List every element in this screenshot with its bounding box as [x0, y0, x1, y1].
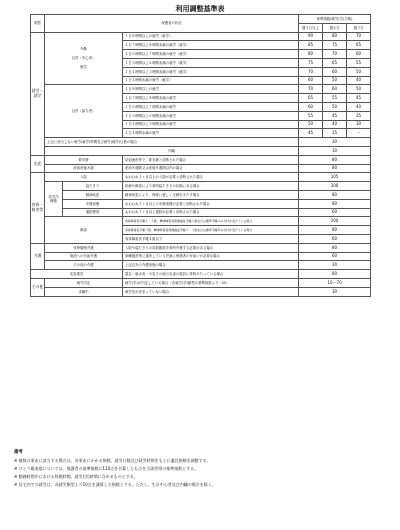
row-label: １日４時間未満の就労（就学）	[123, 76, 299, 85]
value-5: 55	[299, 111, 323, 120]
value-3: 65	[347, 41, 371, 50]
row-desc: おおむね１ヶ月以上の入院が必要と診断された場合	[123, 173, 299, 182]
value-3: 70	[347, 32, 371, 41]
value-4: 60	[323, 85, 347, 94]
table-row	[31, 146, 371, 155]
table-row	[31, 278, 371, 287]
row-label: １日７時間以上８時間未満の就労（就学）	[123, 41, 299, 50]
value-4: 40	[323, 120, 347, 129]
value-3: 50	[347, 85, 371, 94]
table-row	[31, 270, 371, 279]
criteria-table	[30, 14, 371, 297]
value-all: 80	[299, 155, 371, 164]
row-desc: 身体障害者手帳３級、精神障害者保健福祉手帳２・３級または療育手帳Ｂの交付を受けている場合	[123, 226, 299, 235]
header-situation: 保護者の状況	[45, 15, 299, 33]
header-row	[31, 15, 371, 24]
label-jitaku-chushin: 自営（中心者）	[71, 55, 96, 60]
value-all: 100	[299, 182, 371, 191]
value-all: 80	[299, 199, 371, 208]
row-desc: 身体障害者手帳４級以下	[123, 234, 299, 243]
value-5: 90	[299, 32, 323, 41]
value-4: 45	[323, 111, 347, 120]
value-3: 40	[347, 76, 371, 85]
label-gaikin: 外勤	[80, 46, 87, 51]
table-row	[31, 190, 371, 199]
row-label: 精神疾患	[63, 190, 123, 199]
value-all: 80	[299, 226, 371, 235]
header-days4: 週４日	[323, 23, 347, 32]
group-shussan: 出産	[31, 155, 45, 173]
row-label: １日６時間以上７時間未満の就労（就学）	[123, 50, 299, 59]
row-desc: 就労先が決まっていない場合	[123, 287, 299, 296]
row-desc: 訓練施設等に通所している児童に保護者の付添いが必要な場合	[123, 252, 299, 261]
group-shuro: 就労・就学	[31, 32, 45, 155]
note-line: ※ 複数の事由に該当する場合は、各事由にかかる指数、就労日数及び就労時間をもとに適宜指数を調整する。	[14, 458, 211, 463]
row-label: １日５時間以上６時間未満の就労	[123, 111, 299, 120]
table-row	[31, 85, 371, 94]
row-desc: 身体障害者手帳１・２級、精神障害者保健福祉手帳１級または療育手帳Ａの交付を受けている場合	[123, 217, 299, 226]
table-row	[31, 208, 371, 217]
note-line: ※ ひとり親家庭については、保護者の基準指数に110点を合算したものを当該世帯の基準指数とする。	[14, 466, 199, 471]
value-5: 50	[299, 120, 323, 129]
table-row	[31, 243, 371, 252]
value-all: 60	[299, 252, 371, 261]
value-all: 105	[299, 173, 371, 182]
header-index: 基準指数(就労(学)日数)	[299, 15, 371, 24]
value-4: 35	[323, 129, 347, 138]
value-all: 80	[299, 164, 371, 173]
row-label: １日４時間以上５時間未満の就労	[123, 120, 299, 129]
row-label: 常時観察介護	[45, 243, 123, 252]
group-byoki: 疾病・障害等	[31, 173, 45, 243]
row-label: １日４時間未満の就労	[123, 129, 299, 138]
value-5: 85	[299, 41, 323, 50]
value-3: 35	[347, 111, 371, 120]
value-5: 60	[299, 76, 323, 85]
row-desc: 精神疾患により、保育に著しく支障をきたす場合	[123, 190, 299, 199]
page-title: 利用調整基準表	[175, 5, 225, 13]
row-label: 求職中	[45, 287, 123, 296]
value-3: 55	[347, 58, 371, 67]
value-3: 40	[347, 102, 371, 111]
row-desc: おおむね１ヶ月以上通院が必要と診断された場合	[123, 208, 299, 217]
row-desc: 疾病や障害により常時寝たきりの状態にある場合	[123, 182, 299, 191]
note-line: ※ 居宅内での就労は、各就労類型より10点を減算した指数とする。ただし、生計中心者及び内職の場合を除く。	[14, 482, 216, 487]
value-4: 80	[323, 32, 347, 41]
row-label: 産前産後８週	[45, 164, 123, 173]
table-row	[31, 173, 371, 182]
table-row	[31, 182, 371, 191]
value-4: 60	[323, 67, 347, 76]
row-label: １日６時間以上７時間未満の就労	[123, 102, 299, 111]
row-label: 就労内定	[45, 278, 123, 287]
table-row	[31, 287, 371, 296]
value-all: 10〜70	[299, 278, 371, 287]
row-desc: 就労(学)が内定している場合（各就労(学)類型の基準指数より－20）	[123, 278, 299, 287]
header-type: 類型	[31, 15, 45, 33]
row-label: 施設への付添介護	[45, 252, 123, 261]
row-label: 寝たきり	[63, 182, 123, 191]
row-label: 上記に該当しない就労(就学)時間及び就労(就学)日数の場合	[45, 138, 299, 147]
label-kyotaku-ryoyo: 居宅内療養	[45, 182, 63, 217]
row-label: 災害復旧	[31, 270, 123, 279]
notes-heading: 備考	[14, 450, 23, 455]
value-4: 65	[323, 58, 347, 67]
value-5: 45	[299, 129, 323, 138]
group-sonota: その他	[31, 278, 45, 296]
value-5: 75	[299, 58, 323, 67]
header-days5: 週５日以上	[299, 23, 323, 32]
row-desc: 切迫流産等で、要安静と診断された場合	[123, 155, 299, 164]
value-3: 45	[347, 94, 371, 103]
value-3: 60	[347, 50, 371, 59]
table-row	[31, 217, 371, 226]
table-row	[31, 261, 371, 270]
gaikin-group-label	[45, 32, 123, 85]
row-label: １日５時間以上６時間未満の就労（就学）	[123, 58, 299, 67]
row-label: 入院	[45, 173, 123, 182]
value-5: 60	[299, 102, 323, 111]
value-all: 80	[299, 243, 371, 252]
value-4: 70	[323, 50, 347, 59]
row-desc: おおむね１ヶ月以上の安静加療が必要と診断された場合	[123, 199, 299, 208]
value-all: 30	[299, 287, 371, 296]
group-kaigo: 介護	[31, 243, 45, 269]
row-label: 通院程度	[63, 208, 123, 217]
table-row	[31, 199, 371, 208]
value-5: 70	[299, 85, 323, 94]
table-row	[31, 32, 371, 41]
value-all: 80	[299, 270, 371, 279]
value-all: 80	[299, 190, 371, 199]
value-all: 100	[299, 217, 371, 226]
value-all: 60	[299, 234, 371, 243]
value-all: 30	[299, 138, 371, 147]
row-label: １日４時間以上５時間未満の就労（就学）	[123, 67, 299, 76]
value-all: 30	[299, 261, 371, 270]
table-row	[31, 138, 371, 147]
table-row	[31, 252, 371, 261]
value-5: 70	[299, 67, 323, 76]
value-3: 30	[347, 120, 371, 129]
row-desc: 上記以外の介護形態の場合	[123, 261, 299, 270]
row-label: 安静加療	[63, 199, 123, 208]
value-4: 50	[323, 102, 347, 111]
row-desc: 産前８週間又は産後８週間以内の場合	[123, 164, 299, 173]
row-label: その他の介護	[45, 261, 123, 270]
label-jitaku-kyoryoku: 自営（協力者）	[45, 85, 123, 138]
label-shugaku: 就学	[80, 64, 87, 69]
value-3: 50	[347, 67, 371, 76]
note-line: ※ 勤務時間中における休憩時間、就労(学)時間に含めるものとする。	[14, 474, 138, 479]
row-label: 内職	[45, 146, 299, 155]
value-all: 30	[299, 146, 371, 155]
value-all: 60	[299, 208, 371, 217]
table-row	[31, 164, 371, 173]
row-label: 要安静	[45, 155, 123, 164]
value-5: 65	[299, 94, 323, 103]
value-4: 75	[323, 41, 347, 50]
table-row	[31, 155, 371, 164]
notes-section	[14, 449, 390, 489]
value-4: 55	[323, 94, 347, 103]
row-desc: 震災・風水害・火災その他の災害の復旧に常時あたっている場合	[123, 270, 299, 279]
value-3: －	[347, 129, 371, 138]
value-5: 80	[299, 50, 323, 59]
row-label: １日７時間以上８時間未満の就労	[123, 94, 299, 103]
header-days3: 週３日	[347, 23, 371, 32]
row-desc: 入院や寝たきりの同居親族を常時介護する必要がある場合	[123, 243, 299, 252]
row-label: １日８時間以上の就労	[123, 85, 299, 94]
row-label: １日８時間以上の就労（就学）	[123, 32, 299, 41]
row-label-shogai: 障害	[45, 217, 123, 243]
value-4: 50	[323, 76, 347, 85]
